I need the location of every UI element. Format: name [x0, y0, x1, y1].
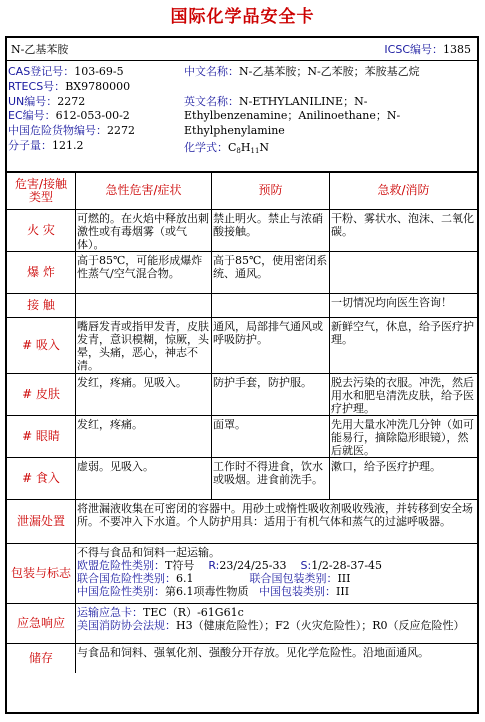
first-aid-cell: 一切情况均向医生咨询！ — [331, 296, 452, 309]
hazard-type: # 吸入 — [7, 318, 76, 373]
cas-number: CAS登记号：103-69-5 — [8, 65, 124, 78]
prevention-cell: 高于85℃，使用密闭系统、通风。 — [212, 252, 330, 293]
chemical-formula: 化学式：$C_8H_{11}N$ — [184, 140, 270, 155]
english-name: 英文名称：N-ETHYLANILINE；N-Ethylbenzenamine；Anilinoethane；N-Ethylphenylamine — [184, 94, 401, 138]
rtecs-number: RTECS号：BX9780000 — [8, 79, 131, 93]
hazard-type: 接 触 — [7, 294, 76, 317]
molecular-weight: 分子量：121.2 — [8, 138, 84, 152]
prevention-cell: 面罩。 — [212, 416, 330, 457]
icsc-number: ICSC编号：1385 — [384, 42, 471, 56]
spill-text: 将泄漏液收集在可密闭的容器中。用砂土或惰性吸收剂吸收残液，并转移到安全场所。不要冲入下水道。个人防护用具：适用于有机气体和蒸气的过滤呼吸器。 — [77, 502, 473, 528]
first-aid-cell — [330, 252, 477, 293]
emergency-label: 应急响应 — [7, 604, 76, 643]
hazard-row — [7, 210, 477, 252]
cn-dangerous-goods-number: 中国危险货物编号：2272 — [8, 124, 135, 138]
hazard-type: 火 灾 — [7, 210, 76, 251]
prevention-cell: 防护手套，防护服。 — [212, 374, 330, 415]
ec-number: EC编号：612-053-00-2 — [8, 109, 130, 123]
first-aid-cell: 漱口，给予医疗护理。 — [331, 460, 441, 473]
prevention-cell — [212, 294, 330, 317]
emergency-row — [7, 604, 477, 644]
safety-card — [5, 36, 479, 714]
storage-row — [7, 644, 477, 673]
packaging-row — [7, 544, 477, 604]
column-header: 危害/接触类型 — [7, 172, 76, 209]
prevention-cell: 工作时不得进食，饮水或吸烟。进食前洗手。 — [212, 458, 330, 499]
chinese-name: 中文名称：N-乙基苯胺；N-乙苯胺；苯胺基乙烷 — [184, 65, 420, 78]
column-header: 预防 — [212, 172, 330, 209]
hazard-row — [7, 458, 477, 500]
first-aid-cell: 先用大量水冲洗几分钟（如可能易行，摘除隐形眼镜），然后就医。 — [331, 418, 474, 457]
first-aid-cell: 脱去污染的衣服。冲洗，然后用水和肥皂清洗皮肤，给予医疗护理。 — [331, 376, 474, 415]
hazard-type: # 眼睛 — [7, 416, 76, 457]
identity-block — [7, 61, 477, 173]
packaging-text: 不得与食品和饲料一起运输。 欧盟危险性类别：T符号 R:23/24/25-33 S:1/2-28-37-45 联合国危险性类别：6.1 联合国包装类别：III 中国危险性类别：第6.1项毒性物质 中国包装类别：III — [77, 546, 383, 598]
hazard-row — [7, 416, 477, 458]
prevention-cell: 通风，局部排气通风或呼吸防护。 — [212, 318, 330, 373]
column-header: 急性危害/症状 — [76, 172, 212, 209]
first-aid-cell: 新鲜空气，休息，给予医疗护理。 — [331, 320, 474, 346]
chemical-name: N-乙基苯胺 — [11, 42, 69, 56]
hazard-type: # 皮肤 — [7, 374, 76, 415]
card-header — [7, 38, 477, 61]
card-title: 国际化学品安全卡 — [170, 7, 315, 27]
spill-label: 泄漏处置 — [7, 500, 76, 543]
hazard-type: 爆 炸 — [7, 252, 76, 293]
table-header-row — [7, 172, 477, 210]
symptoms-cell — [76, 294, 212, 317]
prevention-cell: 禁止明火。禁止与浓硝酸接触。 — [212, 210, 330, 251]
symptoms-cell: 可燃的。在火焰中释放出刺激性或有毒烟雾（或气体）。 — [76, 210, 212, 251]
symptoms-cell: 发红，疼痛。 — [76, 416, 212, 457]
packaging-label: 包装与标志 — [7, 544, 76, 603]
emergency-text: 运输应急卡：TEC（R）-61G61c 美国消防协会法规：H3（健康危险性）；F2（火灾危险性）；R0（反应危险性） — [77, 606, 465, 632]
hazard-row — [7, 294, 477, 318]
hazard-row — [7, 318, 477, 374]
column-header: 急救/消防 — [377, 183, 430, 197]
symptoms-cell: 虚弱。见吸入。 — [76, 458, 212, 499]
symptoms-cell: 嘴唇发青或指甲发青，皮肤发青，意识模糊，惊厥，头晕，头痛，恶心，神志不清。 — [76, 318, 212, 373]
symptoms-cell: 高于85℃，可能形成爆炸性蒸气/空气混合物。 — [76, 252, 212, 293]
hazard-row — [7, 252, 477, 294]
un-number: UN编号：2272 — [8, 94, 86, 108]
storage-text: 与食品和饲料、强氧化剂、强酸分开存放。见化学危险性。沿地面通风。 — [77, 646, 429, 659]
spill-row — [7, 500, 477, 544]
hazard-row — [7, 374, 477, 416]
first-aid-cell: 干粉、雾状水、泡沫、二氧化碳。 — [331, 212, 474, 238]
hazard-type: # 食入 — [7, 458, 76, 499]
storage-label: 储存 — [7, 644, 76, 673]
symptoms-cell: 发红，疼痛。见吸入。 — [76, 374, 212, 415]
